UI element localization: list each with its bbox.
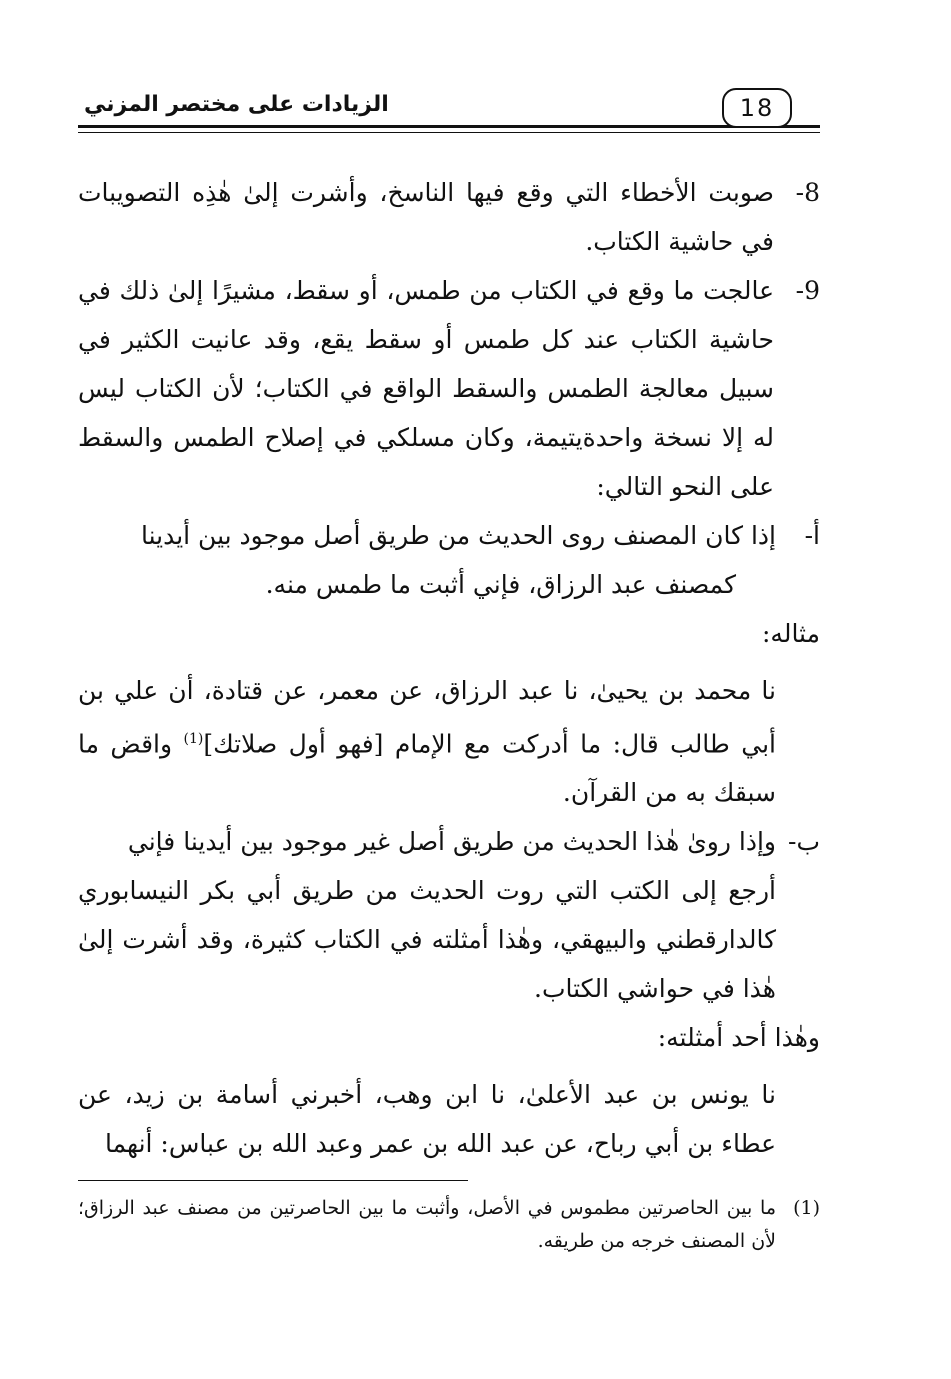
item-number: 8- [795,178,820,207]
footnote [78,1192,820,1258]
sub-item-a [78,511,820,609]
sub-item-line: وإذا روىٰ هٰذا الحديث من طريق أصل غير موجود بين أيدينا فإني [127,827,776,857]
item-text: صوبت الأخطاء التي وقع فيها الناسخ، وأشرت إلىٰ هٰذِه التصويبات في حاشية الكتاب. [78,178,774,256]
header-rule [78,125,820,128]
page-number: 18 [722,88,792,128]
running-title: الزيادات على مختصر المزني [78,92,395,117]
sub-item-letter: ب- [788,827,820,857]
item-text: عالجت ما وقع في الكتاب من طمس، أو سقط، مشيرًا إلىٰ ذلك في حاشية الكتاب عند كل طمس أو سقط يقع، وقد عانيت الكثير في سبيل معالجة الطمس والسقط الواقع في الكتاب؛ لأن الكتاب ليس له إلا نسخة واحدةيتيمة، وكان مسلكي في إصلاح الطمس والسقط على النحو التالي: [78,276,774,501]
list-item-8 [78,168,820,266]
sub-item-text: أرجع إلى الكتب التي روت الحديث من طريق أبي بكر النيسابوري كالدارقطني والبيهقي، وهٰذا أمثلته في الكتاب كثيرة، وقد أشرت إلىٰ هٰذا في حواشي الكتاب. [78,876,776,1004]
list-item-9 [78,266,820,511]
footnote-separator [78,1180,468,1181]
example-label: مثاله: [762,619,820,648]
footnote-ref: (1) [183,731,204,747]
sub-item-letter: أ- [804,521,820,550]
sub-item-b [78,817,820,1013]
page-header [78,88,820,136]
quote-text: نا محمد بن يحيىٰ، نا عبد الرزاق، عن معمر، عن قتادة، أن علي بن أبي طالب قال: ما أدركت مع الإمام [فهو أول صلاتك] [78,676,776,759]
example-quote [78,666,820,817]
example-label: وهٰذا أحد أمثلته: [657,1023,820,1053]
sub-item-line: إذا كان المصنف روى الحديث من طريق أصل موجود بين أيدينا [140,521,776,550]
item-number: 9- [795,276,820,305]
sub-item-line: كمصنف عبد الرزاق، فإني أثبت ما طمس منه. [265,570,736,599]
header-rule-thin [78,132,820,133]
footnote-text: ما بين الحاصرتين مطموس في الأصل، وأثبت ما بين الحاصرتين من مصنف عبد الرزاق؛ لأن المصنف خرجه من طريقه. [78,1197,776,1252]
main-text [78,168,820,1168]
quote-text-end: واقض ما سبقك به من القرآن. [78,729,776,808]
footnote-number: (1) [793,1197,820,1219]
example-quote: نا يونس بن عبد الأعلىٰ، نا ابن وهب، أخبرني أسامة بن زيد، عن عطاء بن أبي رباح، عن عبد الله بن عمر وعبد الله بن عباس: أنهما [78,1080,776,1159]
